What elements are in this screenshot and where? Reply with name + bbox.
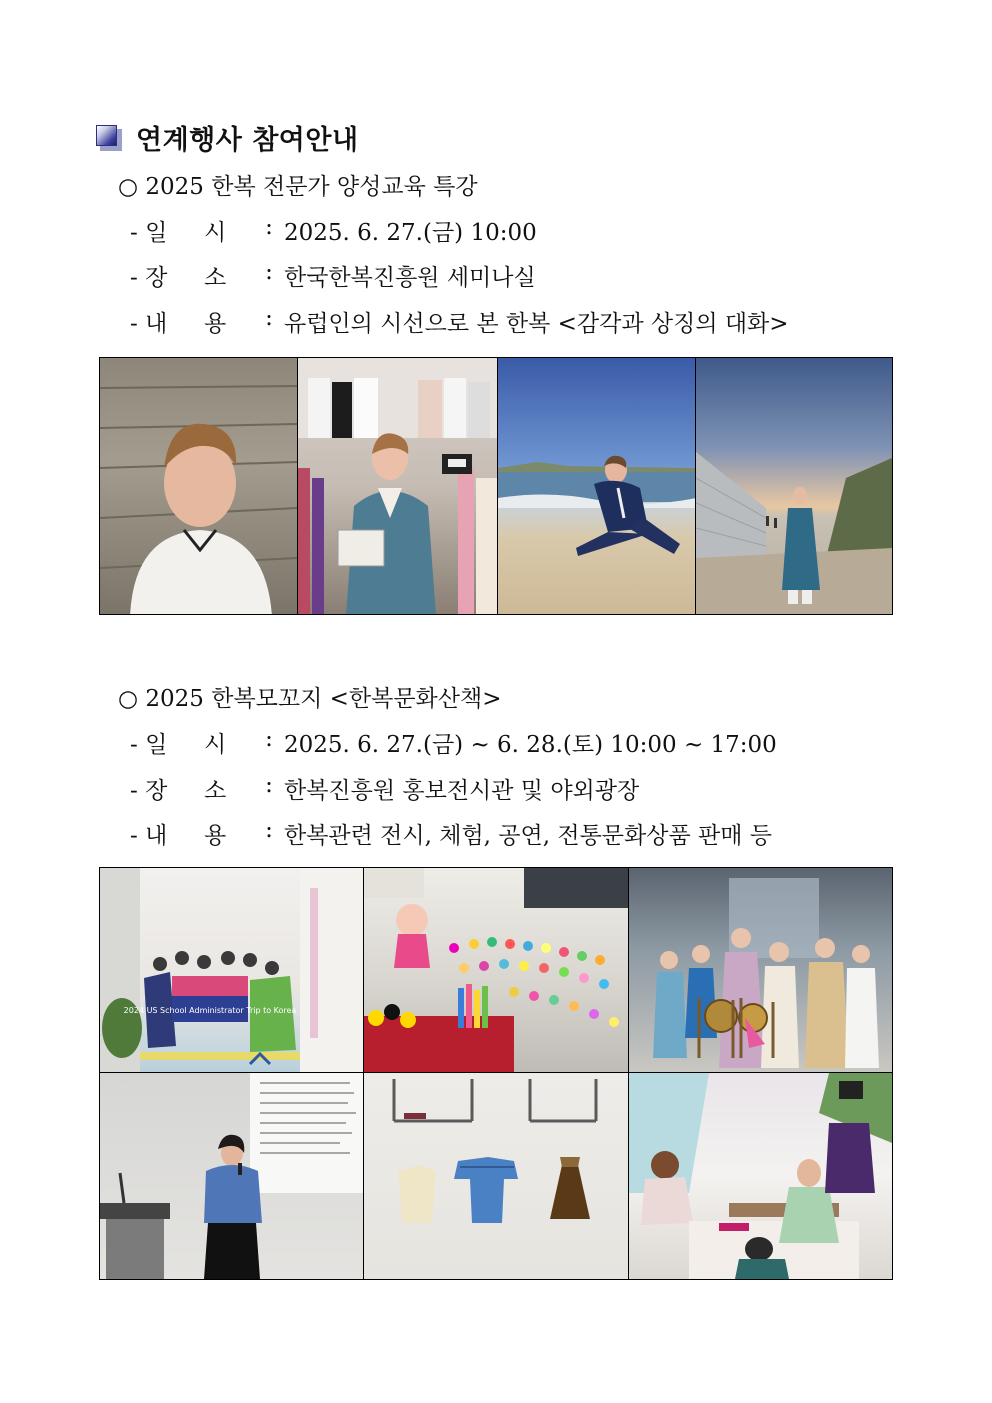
event2-date-row (130, 726, 777, 759)
detail-label: 시 (204, 220, 227, 246)
detail-label: 용 (204, 311, 227, 337)
detail-label: - 장 (130, 778, 168, 804)
photo-gong-ceremony (629, 868, 892, 1073)
photo-group-with-banner (100, 868, 364, 1073)
detail-separator: : (265, 214, 273, 240)
detail-label: - 내 (130, 823, 168, 849)
photo-hanbok-walk-at-sunset (696, 358, 892, 614)
detail-value: 한국한복진흥원 세미나실 (284, 265, 536, 291)
detail-label: - 내 (130, 311, 168, 337)
event2-title: ○ 2025 한복모꼬지 <한복문화산책> (118, 686, 502, 712)
section-heading (96, 118, 359, 157)
detail-label: 소 (204, 265, 227, 291)
event1-title: ○ 2025 한복 전문가 양성교육 특강 (118, 174, 478, 200)
event1-date-row (130, 214, 537, 247)
detail-separator: : (265, 259, 273, 285)
photo-craft-workshop (629, 1073, 892, 1279)
detail-label: - 장 (130, 265, 168, 291)
section-title: 연계행사 참여안내 (136, 125, 359, 156)
detail-label: - 일 (130, 220, 168, 246)
event1-place-row (130, 259, 536, 292)
event1-content-row (130, 305, 789, 338)
detail-separator: : (265, 817, 273, 843)
photo-selfie-in-hanbok-shop (298, 358, 498, 614)
detail-separator: : (265, 772, 273, 798)
detail-value: 유럽인의 시선으로 본 한복 <감각과 상징의 대화> (284, 311, 789, 337)
detail-label: 용 (204, 823, 227, 849)
square-bullet-icon (96, 125, 122, 151)
detail-label: 소 (204, 778, 227, 804)
detail-label: 시 (204, 732, 227, 758)
detail-value: 2025. 6. 27.(금) ~ 6. 28.(토) 10:00 ~ 17:00 (284, 732, 777, 758)
detail-value: 한복진흥원 홍보전시관 및 야외광장 (284, 778, 640, 804)
photo-strip-lecture (99, 357, 893, 615)
detail-separator: : (265, 726, 273, 752)
photo-hanbok-on-beach (498, 358, 696, 614)
photo-lecture-speaker (100, 1073, 364, 1279)
photo-portrait-on-steps (100, 358, 298, 614)
photo-children-audience (364, 868, 629, 1073)
photo-hanbok-exhibition-wall (364, 1073, 629, 1279)
photo-grid-festival (99, 867, 893, 1280)
detail-separator: : (265, 305, 273, 331)
event2-content-row (130, 817, 772, 850)
detail-label: - 일 (130, 732, 168, 758)
detail-value: 2025. 6. 27.(금) 10:00 (284, 220, 537, 246)
banner-text: 2024 US School Administrator Trip to Korea (123, 1006, 297, 1015)
detail-value: 한복관련 전시, 체험, 공연, 전통문화상품 판매 등 (284, 823, 772, 849)
event2-place-row (130, 772, 639, 805)
